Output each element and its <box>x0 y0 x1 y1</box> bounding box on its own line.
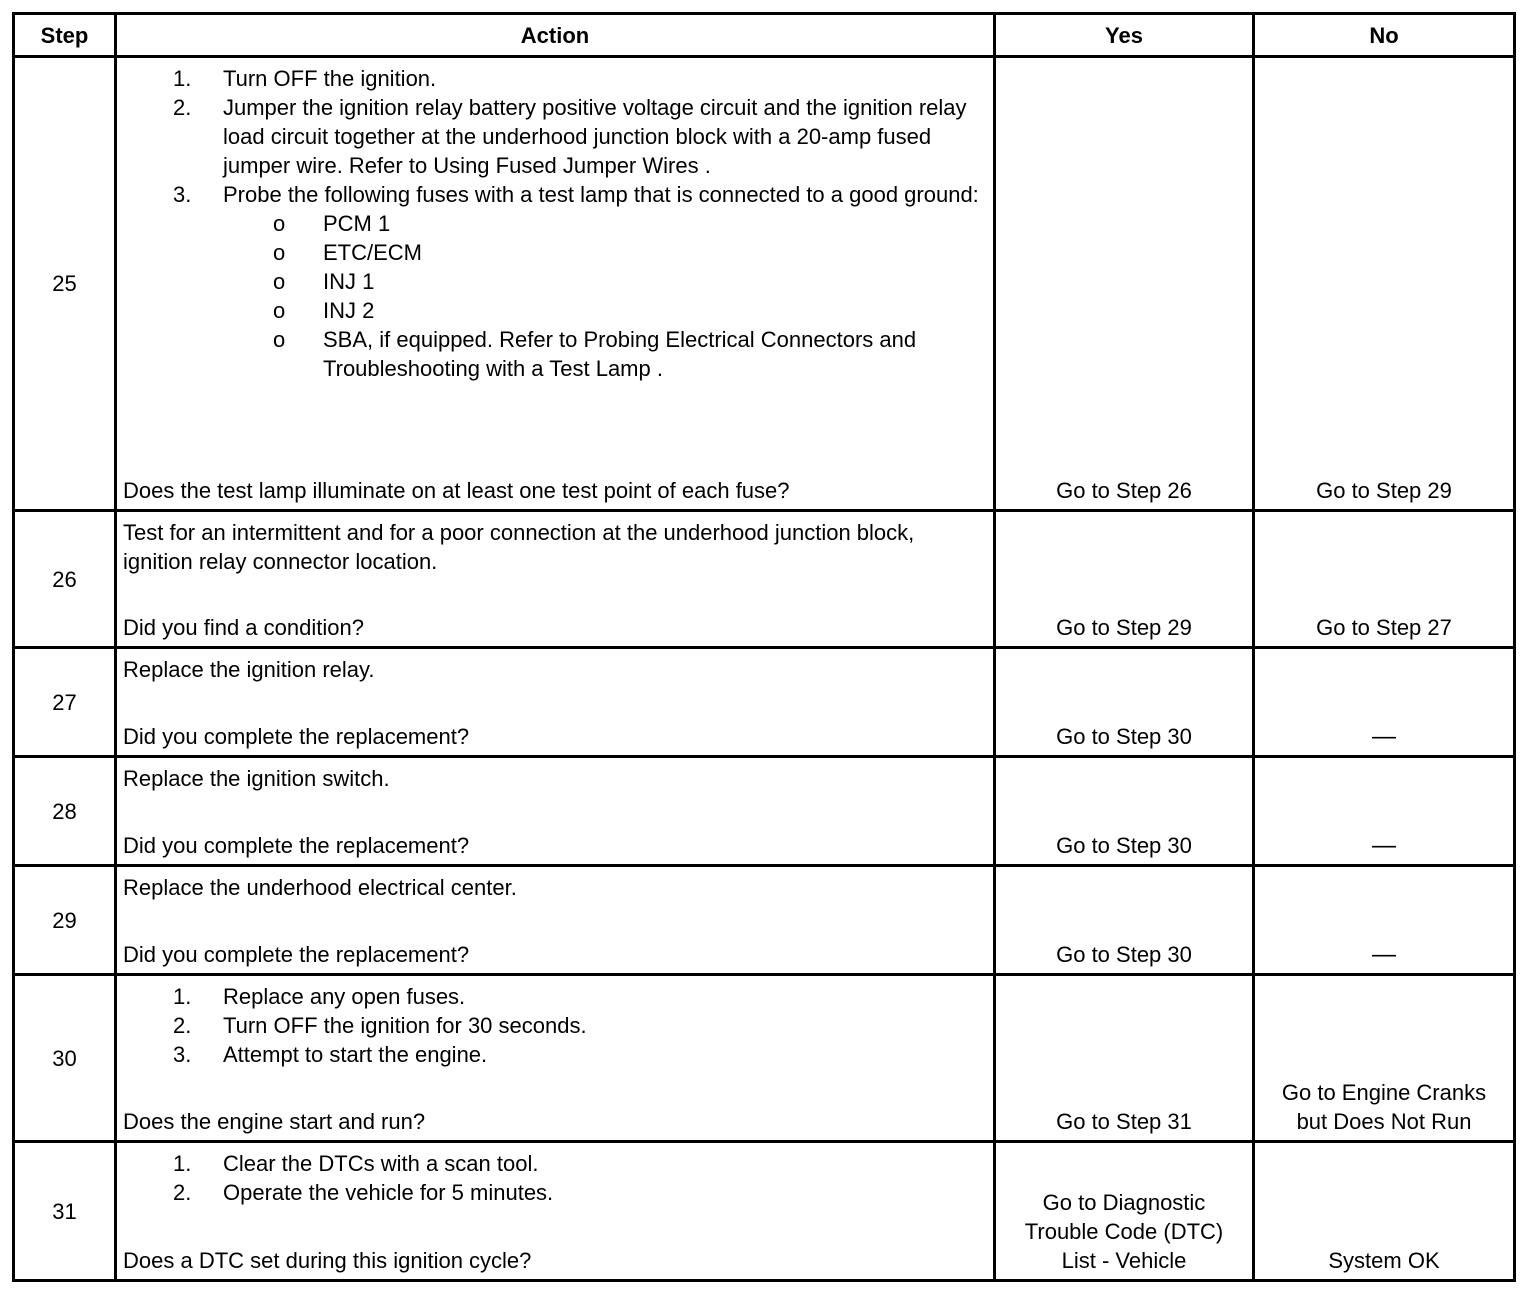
action-cell <box>117 512 993 646</box>
question: Did you complete the replacement? <box>123 942 470 967</box>
bullet-icon: o <box>273 269 286 294</box>
diagnostic-table <box>12 12 1516 1282</box>
action-cell <box>117 1143 993 1279</box>
fuse-item: o ETC/ECM <box>273 240 422 265</box>
question: Did you complete the replacement? <box>123 833 470 858</box>
fuse-item: o PCM 1 <box>273 211 391 236</box>
header-step: Step <box>40 22 89 48</box>
header-no: No <box>1369 22 1399 48</box>
yes-result: Go to Step 30 <box>1056 724 1192 749</box>
action-text: Replace the ignition switch. <box>123 766 390 791</box>
fuse-item: o INJ 1 <box>273 269 375 294</box>
yes-result: Go to Step 31 <box>1056 1109 1192 1134</box>
action-cell <box>117 58 993 509</box>
action-cell <box>117 758 993 864</box>
no-result: — <box>1372 723 1396 750</box>
step-number: 26 <box>52 566 77 592</box>
fuse-item: o SBA, if equipped. Refer to Probing Electrical Connectors and Troubleshooting with a Test Lamp . <box>273 327 917 381</box>
step-number: 27 <box>52 689 77 715</box>
yes-result: Go to Step 30 <box>1056 833 1192 858</box>
no-result: Go to Step 27 <box>1316 615 1452 640</box>
yes-result: Go to Step 29 <box>1056 615 1192 640</box>
action-cell <box>117 976 993 1140</box>
no-result: System OK <box>1328 1248 1440 1273</box>
step-number: 25 <box>52 271 77 296</box>
header-yes: Yes <box>1105 22 1143 48</box>
action-cell <box>117 867 993 973</box>
question: Does a DTC set during this ignition cycle? <box>123 1248 532 1273</box>
action-step: 2. Turn OFF the ignition for 30 seconds. <box>173 1013 587 1038</box>
question: Did you find a condition? <box>123 615 364 640</box>
action-steps <box>123 64 987 383</box>
bullet-icon: o <box>273 240 286 265</box>
step-number: 29 <box>52 907 77 933</box>
action-cell <box>117 649 993 755</box>
yes-result: Go to Step 30 <box>1056 942 1192 967</box>
action-step: 2. Jumper the ignition relay battery positive voltage circuit and the ignition relay load circuit together at the underhood junction block with a 20-amp fused jumper wire. Refer to Using Fused Jumper Wires . <box>173 95 967 178</box>
yes-result: Go to Step 26 <box>1056 478 1192 503</box>
fuse-list <box>123 209 987 383</box>
no-result: — <box>1372 832 1396 859</box>
action-step: 3. Probe the following fuses with a test lamp that is connected to a good ground: o PCM 1 o ETC/ECM o INJ 1 o INJ 2 o SBA, if equipped. Refer to Probing Electrical Connectors and Troubleshooting with a Test Lamp . <box>123 180 987 383</box>
action-steps <box>123 1149 987 1207</box>
bullet-icon: o <box>273 211 286 236</box>
action-text: Replace the ignition relay. <box>123 657 375 682</box>
yes-result: Go to Diagnostic Trouble Code (DTC) List - Vehicle <box>1024 1190 1224 1273</box>
action-text: Test for an intermittent and for a poor connection at the underhood junction block, ignition relay connector location. <box>123 520 915 574</box>
action-step: 1. Clear the DTCs with a scan tool. <box>173 1151 539 1176</box>
bullet-icon: o <box>273 327 286 352</box>
no-result: — <box>1372 941 1396 968</box>
fuse-item: o INJ 2 <box>273 298 375 323</box>
question: Does the engine start and run? <box>123 1109 426 1134</box>
step-number: 28 <box>52 798 77 824</box>
no-result: Go to Engine Cranks but Does Not Run <box>1281 1080 1487 1134</box>
action-text: Replace the underhood electrical center. <box>123 875 517 900</box>
action-step: 3. Attempt to start the engine. <box>173 1042 488 1067</box>
header-action: Action <box>520 22 590 48</box>
bullet-icon: o <box>273 298 286 323</box>
no-result: Go to Step 29 <box>1316 478 1452 503</box>
step-number: 30 <box>52 1045 77 1071</box>
question: Did you complete the replacement? <box>123 724 470 749</box>
action-step: 1. Replace any open fuses. <box>173 984 466 1009</box>
question: Does the test lamp illuminate on at least one test point of each fuse? <box>123 478 790 503</box>
action-steps <box>123 982 987 1069</box>
action-step: 2. Operate the vehicle for 5 minutes. <box>173 1180 554 1205</box>
step-number: 31 <box>52 1198 77 1224</box>
action-step: 1. Turn OFF the ignition. <box>173 66 437 91</box>
